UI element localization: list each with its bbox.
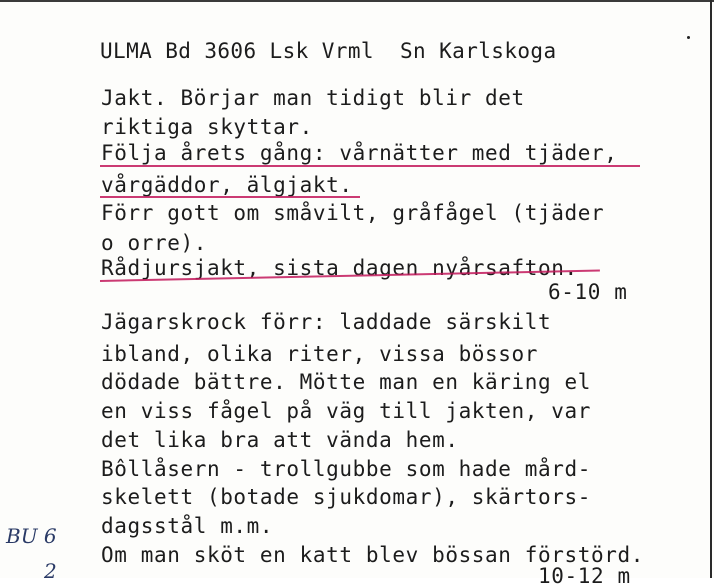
margin-note-code: BU 6 bbox=[6, 524, 57, 548]
text-line-5: Förr gott om småvilt, gråfågel (tjäder bbox=[101, 201, 605, 225]
highlight-line-2 bbox=[100, 196, 360, 198]
text-line-14: Bôllåsern - trollgubbe som hade mård- bbox=[101, 457, 591, 481]
text-line-11: dödade bättre. Mötte man en käring el bbox=[101, 370, 591, 394]
highlight-line-1 bbox=[100, 165, 640, 167]
text-line-7: Rådjursjakt, sista dagen nyårsafton. bbox=[101, 256, 578, 280]
text-line-12: en viss fågel på väg till jakten, var bbox=[101, 399, 591, 423]
text-line-13: det lika bra att vända hem. bbox=[101, 428, 459, 452]
margin-note-number: 2 bbox=[44, 559, 57, 583]
text-line-4: vårgäddor, älgjakt. bbox=[101, 173, 353, 197]
text-line-17: Om man sköt en katt blev bössan förstörd. bbox=[101, 543, 644, 567]
text-line-15: skelett (botade sjukdomar), skärtors- bbox=[101, 485, 591, 509]
text-line-8: 6-10 m bbox=[548, 280, 628, 304]
card-right-edge bbox=[710, 0, 712, 578]
card-top-edge bbox=[0, 0, 714, 2]
text-line-6: o orre). bbox=[101, 231, 207, 255]
text-line-18: 10-12 m bbox=[538, 564, 631, 588]
text-line-10: ibland, olika riter, vissa bössor bbox=[101, 342, 539, 366]
text-line-9: Jägarskrock förr: laddade särskilt bbox=[101, 310, 552, 334]
text-line-2: riktiga skyttar. bbox=[101, 115, 313, 139]
text-line-16: dagsstål m.m. bbox=[101, 514, 274, 538]
ink-dot bbox=[687, 36, 690, 39]
card-header: ULMA Bd 3606 Lsk Vrml Sn Karlskoga bbox=[100, 39, 557, 63]
text-line-1: Jakt. Börjar man tidigt blir det bbox=[101, 86, 525, 110]
text-line-3: Följa årets gång: vårnätter med tjäder, bbox=[101, 141, 618, 165]
